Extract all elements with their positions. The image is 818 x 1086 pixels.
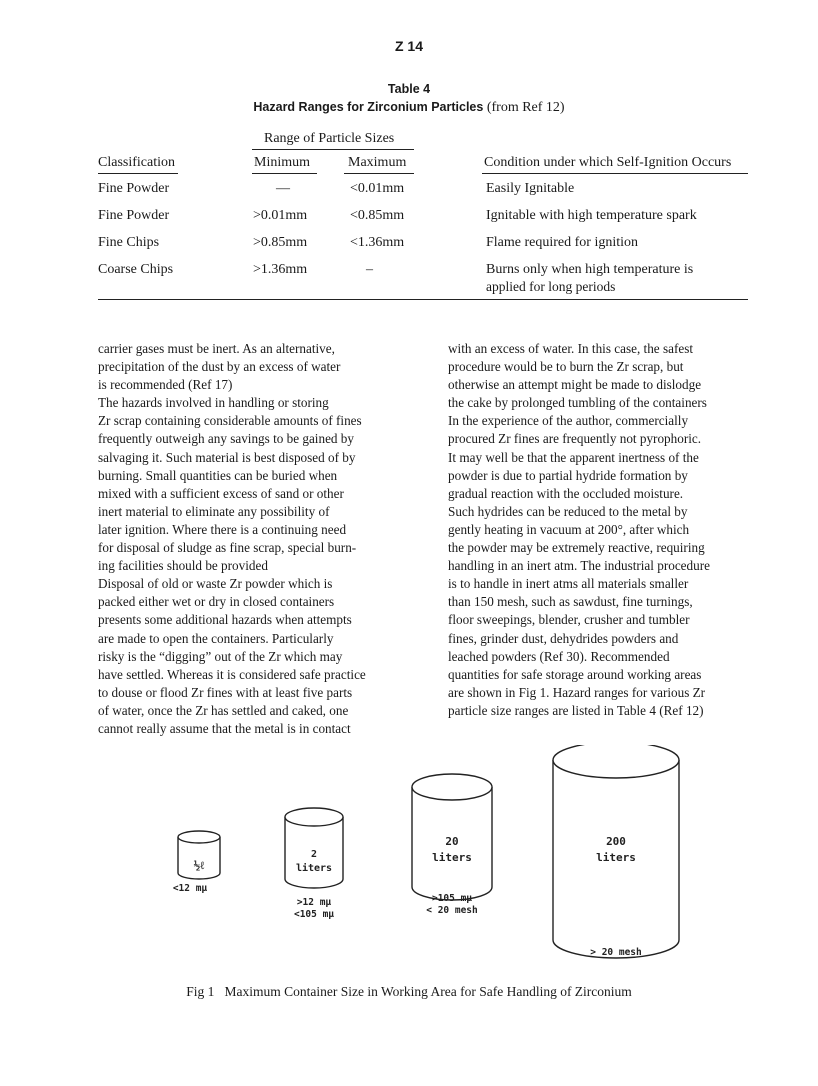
text-line: mixed with a sufficient excess of sand or other — [98, 485, 344, 501]
range-header-rule — [252, 149, 414, 150]
container-4-lid — [553, 745, 679, 778]
cell-minimum: >0.85mm — [253, 235, 308, 250]
text-line: to douse or flood Zr fines with at least five parts — [98, 684, 353, 700]
text-line: otherwise an attempt might be made to dislodge — [448, 377, 702, 393]
text-line: are made to open the containers. Particularly — [98, 630, 334, 646]
header-rule-minimum — [252, 173, 317, 174]
container-volume-label: 2 — [310, 849, 318, 860]
body-right-column — [448, 340, 710, 720]
table-title — [0, 100, 818, 116]
text-line: Disposal of old or waste Zr powder which is — [98, 576, 333, 592]
container-volume-label: ½ℓ — [193, 859, 205, 872]
cell-classification: Fine Powder — [98, 208, 170, 223]
text-line: precipitation of the dust by an excess of water — [98, 359, 341, 375]
text-line: have settled. Whereas it is considered safe practice — [98, 666, 366, 682]
container-volume-label: liters — [596, 851, 636, 864]
particle-size-label: > 20 mesh — [590, 947, 642, 958]
container-volume-label: 20 — [445, 835, 459, 848]
text-line: quantities for safe storage around working areas — [448, 666, 702, 682]
container-volume-label: liters — [295, 863, 333, 874]
container-2-lid — [285, 808, 343, 826]
text-line: is recommended (Ref 17) — [98, 377, 233, 393]
table-number: Table 4 — [387, 82, 431, 96]
particle-size-label: >105 mμ — [431, 893, 473, 904]
text-line: the powder may be extremely reactive, requiring — [448, 540, 705, 556]
particle-size-label: < 20 mesh — [426, 905, 478, 916]
text-line: gently heating in vacuum at 200°, after which — [448, 521, 690, 537]
header-condition: Condition under which Self-Ignition Occurs — [484, 155, 732, 170]
text-line: leached powders (Ref 30). Recommended — [448, 648, 670, 664]
text-line: are shown in Fig 1. Hazard ranges for various Zr — [448, 684, 706, 700]
table-bottom-rule — [98, 299, 748, 300]
text-line: handling in an inert atm. The industrial procedure — [448, 558, 710, 574]
cell-condition: Easily Ignitable — [486, 181, 575, 196]
text-line: The hazards involved in handling or storing — [98, 395, 329, 411]
text-line: ing facilities should be provided — [98, 558, 268, 574]
text-line: floor sweepings, blender, crusher and tumbler — [448, 612, 690, 628]
container-1-lid — [178, 831, 220, 843]
header-maximum: Maximum — [348, 155, 407, 170]
figure-caption — [0, 984, 818, 1000]
cell-minimum: >1.36mm — [253, 262, 308, 277]
text-line: particle size ranges are listed in Table 4 (Ref 12) — [448, 702, 704, 718]
text-line: for disposal of sludge as fine scrap, special burn- — [98, 540, 357, 556]
header-rule-maximum — [344, 173, 414, 174]
text-line: inert material to eliminate any possibility of — [98, 503, 330, 519]
page-number: Z 14 — [394, 38, 423, 54]
container-volume-label: liters — [432, 851, 472, 864]
text-line: Such hydrides can be reduced to the metal by — [448, 503, 688, 519]
cell-maximum: <0.85mm — [350, 208, 405, 223]
cell-maximum: <1.36mm — [350, 235, 405, 250]
text-line: salvaging it. Such material is best disposed of by — [98, 449, 356, 465]
text-line: frequently outweigh any savings to be gained by — [98, 431, 354, 447]
text-line: carrier gases must be inert. As an alternative, — [98, 341, 335, 356]
text-line: gradual reaction with the occluded moisture. — [448, 485, 684, 501]
table-title-ref: (from Ref 12) — [483, 100, 565, 115]
cell-maximum: – — [366, 262, 373, 277]
particle-size-label: <105 mμ — [293, 909, 335, 920]
figure-caption-label: Fig 1 — [186, 984, 215, 999]
text-line: procured Zr fines are frequently not pyrophoric. — [448, 431, 702, 447]
cell-condition: Flame required for ignition — [486, 235, 639, 250]
cell-condition: Burns only when high temperature is — [486, 262, 694, 277]
text-line: the cake by prolonged tumbling of the containers — [448, 395, 707, 411]
text-line: burning. Small quantities can be buried when — [98, 467, 338, 483]
cell-classification: Fine Powder — [98, 181, 170, 196]
header-minimum: Minimum — [254, 155, 311, 170]
particle-size-label: <12 mμ — [172, 883, 208, 894]
particle-size-label: >12 mμ — [296, 897, 332, 908]
body-left-column — [98, 340, 366, 738]
text-line: later ignition. Where there is a continuing need — [98, 521, 347, 537]
cell-classification: Coarse Chips — [98, 262, 174, 277]
text-line: than 150 mesh, such as sawdust, fine turnings, — [448, 594, 693, 610]
text-line: of water, once the Zr has settled and caked, one — [98, 702, 349, 718]
text-line: procedure would be to burn the Zr scrap, but — [448, 359, 684, 375]
text-line: is to handle in inert atms all materials smaller — [448, 576, 689, 592]
header-rule-classification — [98, 173, 178, 174]
range-header: Range of Particle Sizes — [264, 131, 395, 146]
text-line: with an excess of water. In this case, the safest — [448, 341, 693, 356]
header-classification: Classification — [98, 155, 175, 170]
container-volume-label: 200 — [606, 835, 626, 848]
table-title-main: Hazard Ranges for Zirconium Particles — [253, 100, 484, 114]
cell-classification: Fine Chips — [98, 235, 160, 250]
text-line: powder is due to partial hydride formation by — [448, 467, 688, 483]
text-line: fines, grinder dust, dehydrides powders and — [448, 630, 679, 646]
cell-condition-continued: applied for long periods — [486, 279, 616, 294]
container-3-lid — [412, 774, 492, 800]
text-line: risky is the “digging” out of the Zr which may — [98, 648, 343, 664]
header-rule-condition — [482, 173, 748, 174]
cell-minimum: — — [276, 181, 290, 196]
cell-maximum: <0.01mm — [350, 181, 405, 196]
text-line: In the experience of the author, commercially — [448, 413, 689, 429]
container-size-figure — [0, 745, 818, 1005]
figure-caption-text: Maximum Container Size in Working Area for Safe Handling of Zirconium — [224, 984, 632, 999]
text-line: It may well be that the apparent inertness of the — [448, 449, 699, 465]
cell-condition: Ignitable with high temperature spark — [486, 208, 697, 223]
cell-minimum: >0.01mm — [253, 208, 308, 223]
text-line: presents some additional hazards when attempts — [98, 612, 352, 628]
text-line: cannot really assume that the metal is in contact — [98, 720, 351, 736]
text-line: Zr scrap containing considerable amounts of fines — [98, 413, 362, 429]
text-line: packed either wet or dry in closed containers — [98, 594, 335, 610]
